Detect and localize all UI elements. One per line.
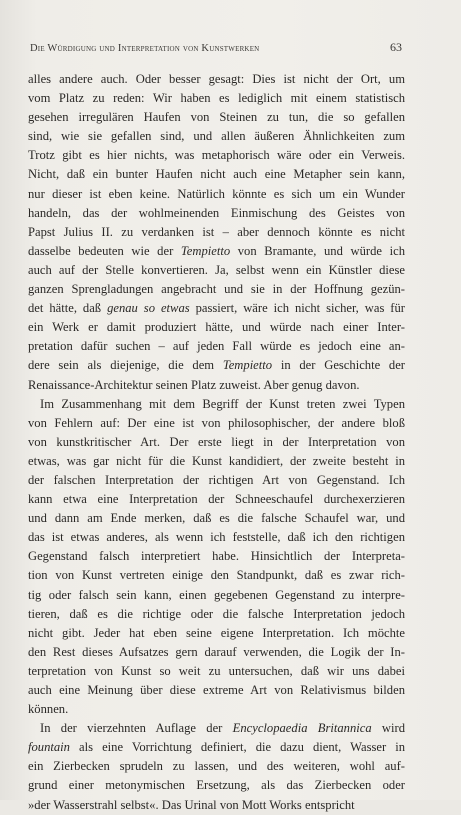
text-run: als eine Vorrichtung definiert, die dazu dient, Wasser in — [69, 740, 405, 755]
text-run: von kunstkritischer Art. Der erste liegt in der Interpretation von — [28, 434, 405, 449]
text-line — [28, 146, 405, 165]
text-run: in der Geschichte der — [272, 358, 405, 373]
paragraph — [28, 395, 405, 720]
text-line — [28, 299, 405, 318]
text-run: dasselbe bedeuten wie der — [28, 243, 181, 258]
text-line — [28, 605, 405, 624]
text-run: der falschen Interpretation der richtigen Art von Gegenstand. Ich — [28, 472, 405, 487]
page-number: 63 — [390, 40, 402, 54]
body-text — [28, 70, 405, 815]
paragraph — [28, 719, 405, 814]
text-run: tieren, daß es die richtige oder die falsche Interpretation jedoch — [28, 606, 405, 621]
text-run: nur dieser ist eben keine. Natürlich könnte es sich um ein Wunder — [28, 186, 405, 201]
text-line — [28, 223, 405, 242]
text-run: det hätte, daß — [28, 301, 108, 316]
text-line — [28, 433, 405, 452]
text-line — [28, 280, 405, 299]
text-line — [28, 490, 405, 509]
text-line — [28, 547, 405, 566]
text-line — [28, 261, 405, 280]
text-line — [28, 776, 405, 795]
italic-text: fountain — [28, 740, 70, 755]
text-run: pretation dafür suchen – auf jeden Fall würde es jedoch eine an- — [28, 339, 405, 354]
text-line — [28, 414, 405, 433]
text-run: alles andere auch. Oder besser gesagt: Dies ist nicht der Ort, um — [28, 72, 405, 86]
text-run: etwas, was gar nicht für die Kunst kandidiert, der zweite besteht in — [28, 453, 405, 468]
italic-text: genau so etwas — [107, 301, 190, 316]
text-line — [28, 89, 405, 108]
text-run: tig oder falsch sein kann, einen gegebenen Gegenstand zu interpre- — [28, 587, 405, 602]
text-run: das ist etwas anderes, als wenn ich feststelle, daß ich den richtigen — [28, 530, 405, 545]
italic-text: Tempietto — [222, 358, 273, 373]
text-line — [28, 643, 405, 662]
italic-text: Encyclopaedia Britannica — [232, 721, 372, 736]
text-run: ein Zierbecken sprudeln zu lassen, und des weiteren, wohl auf- — [28, 759, 405, 774]
text-line — [28, 471, 405, 490]
text-run: von Bramante, und würde ich — [230, 243, 405, 258]
text-line — [28, 242, 405, 261]
text-run: Trotz gibt es hier nichts, was metaphorisch wäre oder ein Verweis. — [28, 148, 405, 163]
text-line — [28, 356, 405, 375]
text-line — [28, 757, 405, 776]
text-line — [28, 127, 405, 146]
text-line — [28, 204, 405, 223]
text-run: den Rest dieses Aufsatzes gern darauf verwenden, die Logik der In- — [28, 644, 405, 659]
text-run: Nicht, daß ein bunter Haufen nicht auch eine Metapher sein kann, — [28, 167, 405, 182]
text-line — [28, 395, 405, 414]
text-line — [28, 528, 405, 547]
text-line — [28, 185, 405, 204]
paragraph — [28, 70, 405, 395]
text-line — [28, 509, 405, 528]
text-line — [28, 108, 405, 127]
text-run: grund einer metonymischen Ersetzung, als das Zierbecken oder — [28, 778, 405, 793]
text-run: terpretation von Kunst so weit zu untersuchen, daß wir uns dabei — [28, 663, 405, 678]
text-run: vom Platz zu reden: Wir haben es lediglich mit einem statistisch — [28, 91, 405, 106]
text-line — [28, 70, 405, 89]
text-run: wird — [371, 721, 405, 736]
text-run: ein Werk er damit produziert hätte, und würde nach einer Inter- — [28, 320, 405, 335]
running-head — [30, 40, 402, 56]
text-run: In der vierzehnten Auflage der — [40, 721, 233, 736]
text-run: tion von Kunst vertreten einige den Standpunkt, daß es zwar rich- — [28, 568, 405, 583]
text-run: Im Zusammenhang mit dem Begriff der Kunst treten zwei Typen — [40, 396, 405, 411]
text-line — [28, 376, 405, 395]
text-line — [28, 681, 405, 700]
text-run: auch auf der Stelle konvertieren. Ja, selbst wenn ein Künstler diese — [28, 262, 405, 277]
text-line — [28, 796, 405, 815]
text-run: »der Wasserstrahl selbst«. Das Urinal von Mott Works entspricht — [28, 797, 355, 812]
text-line — [28, 337, 405, 356]
italic-text: Tempietto — [180, 243, 231, 258]
text-run: handeln, das der wohlmeinenden Einmischung des Geistes von — [28, 205, 405, 220]
text-run: können. — [28, 702, 69, 717]
running-title: Die Würdigung und Interpretation von Kunstwerken — [30, 43, 260, 54]
text-run: auch eine Meinung über diese extreme Art von Relativismus bilden — [28, 683, 405, 697]
text-run: Papst Julius II. zu verdanken ist – aber dennoch könnte es nicht — [28, 224, 405, 239]
text-run: Renaissance-Architektur seinen Platz zuweist. Aber genug davon. — [28, 377, 360, 392]
text-line — [28, 586, 405, 605]
text-line — [28, 624, 405, 643]
text-run: Gegenstand falsch interpretiert habe. Hinsichtlich der Interpreta- — [28, 549, 405, 564]
text-line — [28, 165, 405, 184]
text-line — [28, 452, 405, 471]
text-run: von Fehlern auf: Der eine ist von philosophischer, der andere bloß — [28, 415, 405, 430]
text-run: und dann am Ende merken, daß es die falsche Schaufel war, und — [28, 511, 405, 526]
text-run: ganzen Sprengladungen angebracht und sie in der Hoffnung gezün- — [28, 282, 405, 297]
text-run: nicht gibt. Jeder hat eben seine eigene Interpretation. Ich möchte — [28, 625, 405, 640]
text-line — [28, 662, 405, 681]
text-line — [28, 719, 405, 738]
text-run: passiert, wäre ich nicht sicher, was für — [189, 301, 405, 316]
text-run: sind, wie sie gefallen sind, und allen äußeren Ähnlichkeiten zum — [28, 129, 405, 144]
text-run: gesehen irregulären Haufen von Steinen zu tun, die so gefallen — [28, 110, 405, 125]
text-line — [28, 738, 405, 757]
text-line — [28, 566, 405, 585]
text-run: kann etwa eine Interpretation der Schneeschaufel durchexerzieren — [28, 492, 405, 507]
text-line — [28, 700, 405, 719]
text-line — [28, 318, 405, 337]
text-run: dere sein als diejenige, die dem — [28, 358, 223, 373]
